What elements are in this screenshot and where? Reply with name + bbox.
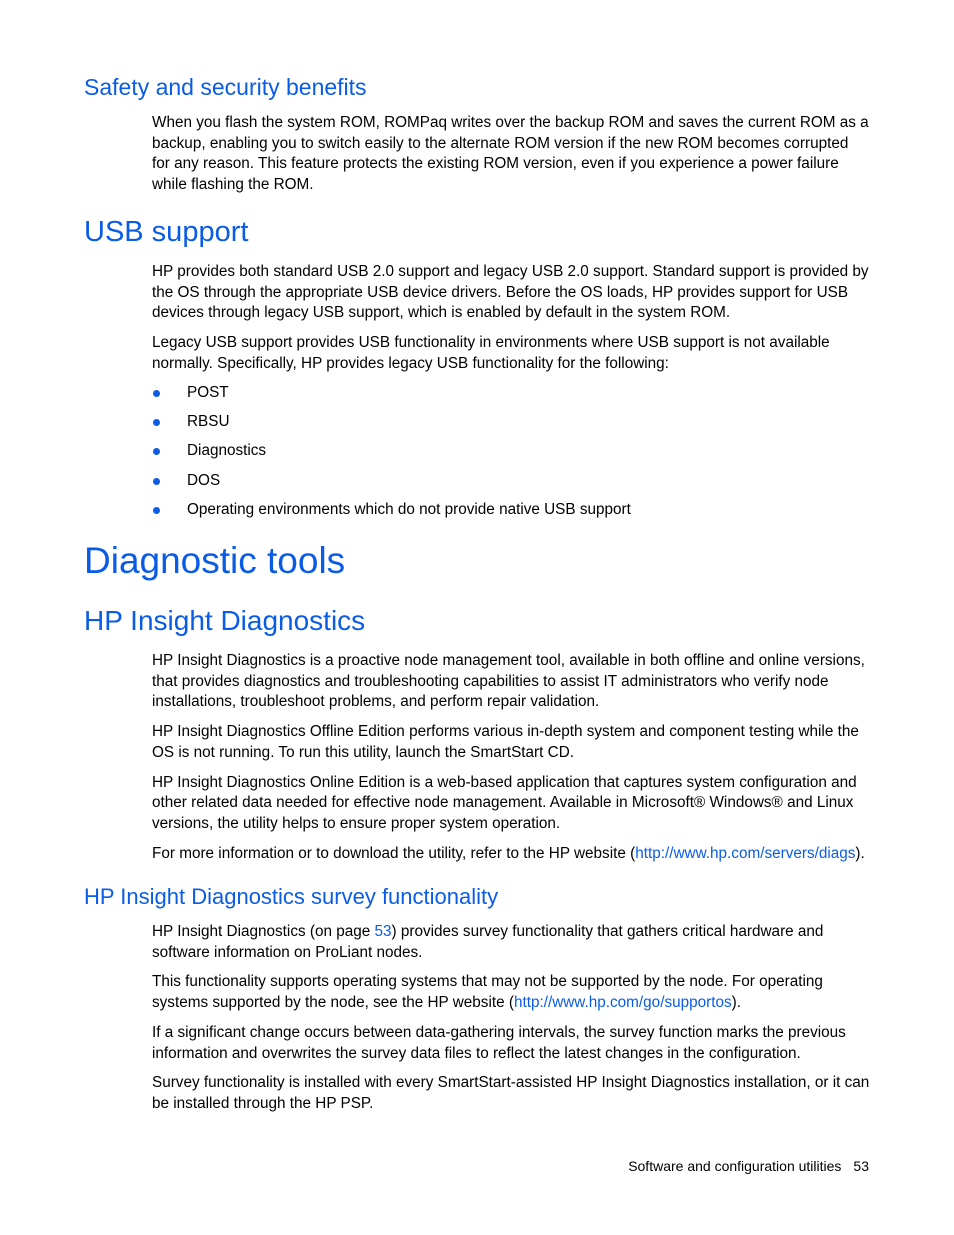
diags-link[interactable]: http://www.hp.com/servers/diags xyxy=(635,844,856,862)
list-item: DOS xyxy=(152,470,631,499)
page-number: 53 xyxy=(853,1158,869,1174)
heading-usb-support: USB support xyxy=(84,216,249,248)
survey-body xyxy=(152,922,870,1115)
survey-paragraph-1: HP Insight Diagnostics (on page 53) provides survey functionality that gathers critical hardware and software information on ProLiant nodes. xyxy=(152,923,824,961)
bullet-icon xyxy=(153,478,160,485)
usb-bullet-list xyxy=(152,382,631,528)
survey-paragraph-4: Survey functionality is installed with every SmartStart-assisted HP Insight Diagnostics installation, or it can be installed through the HP PSP. xyxy=(152,1074,870,1112)
page-53-link[interactable]: 53 xyxy=(374,923,392,940)
usb-body xyxy=(152,262,870,375)
insight-paragraph-3: HP Insight Diagnostics Online Edition is a web-based application that captures system configuration and other related data needed for effective node management. Available in Microsoft® Windows® and Linux versions, the utility helps to ensure proper system operation. xyxy=(152,773,857,832)
bullet-icon xyxy=(153,390,160,397)
bullet-icon xyxy=(153,419,160,426)
insight-paragraph-1: HP Insight Diagnostics is a proactive node management tool, available in both offline and online versions, that provides diagnostics and troubleshooting capabilities to assist IT administrators who verify node installations, troubleshoot problems, and perform repair validation. xyxy=(152,652,865,711)
list-item: RBSU xyxy=(152,411,631,440)
page-footer xyxy=(628,1158,869,1174)
heading-diagnostic-tools: Diagnostic tools xyxy=(84,540,346,581)
usb-paragraph-2: Legacy USB support provides USB functionality in environments where USB support is not available normally. Specifically, HP provides legacy USB functionality for the following: xyxy=(152,334,830,372)
survey-paragraph-3: If a significant change occurs between data-gathering intervals, the survey function marks the previous information and overwrites the survey data files to reflect the latest changes in the configuration. xyxy=(152,1023,846,1062)
list-item: POST xyxy=(152,382,631,411)
survey-paragraph-2: This functionality supports operating systems that may not be supported by the node. For operating systems supported by the node, see the HP website (http://www.hp.com/go/supportos). xyxy=(152,973,823,1012)
heading-survey-functionality: HP Insight Diagnostics survey functionality xyxy=(84,884,499,909)
supportos-link[interactable]: http://www.hp.com/go/supportos xyxy=(513,994,732,1012)
heading-safety-security: Safety and security benefits xyxy=(84,74,367,100)
safety-paragraph: When you flash the system ROM, ROMPaq writes over the backup ROM and saves the current ROM as a backup, enabling you to switch easily to the alternate ROM version if the new ROM becomes corrupted for any reason. This feature protects the existing ROM version, even if you experience a power failure while flashing the ROM. xyxy=(152,114,869,194)
footer-section-title: Software and configuration utilities xyxy=(628,1158,842,1174)
usb-paragraph-1: HP provides both standard USB 2.0 support and legacy USB 2.0 support. Standard support is provided by the OS through the appropriate USB device drivers. Before the OS loads, HP provides support for USB devices through legacy USB support, which is enabled by default in the system ROM. xyxy=(152,263,869,322)
insight-body xyxy=(152,651,870,864)
safety-body xyxy=(152,113,870,196)
list-item: Diagnostics xyxy=(152,440,631,469)
heading-hp-insight-diagnostics: HP Insight Diagnostics xyxy=(84,605,366,636)
insight-paragraph-4: For more information or to download the utility, refer to the HP website (http://www.hp.com/servers/diags). xyxy=(152,844,865,862)
bullet-icon xyxy=(153,448,160,455)
bullet-icon xyxy=(153,507,160,514)
list-item: Operating environments which do not provide native USB support xyxy=(152,499,631,528)
insight-paragraph-2: HP Insight Diagnostics Offline Edition performs various in-depth system and component testing while the OS is not running. To run this utility, launch the SmartStart CD. xyxy=(152,723,859,761)
